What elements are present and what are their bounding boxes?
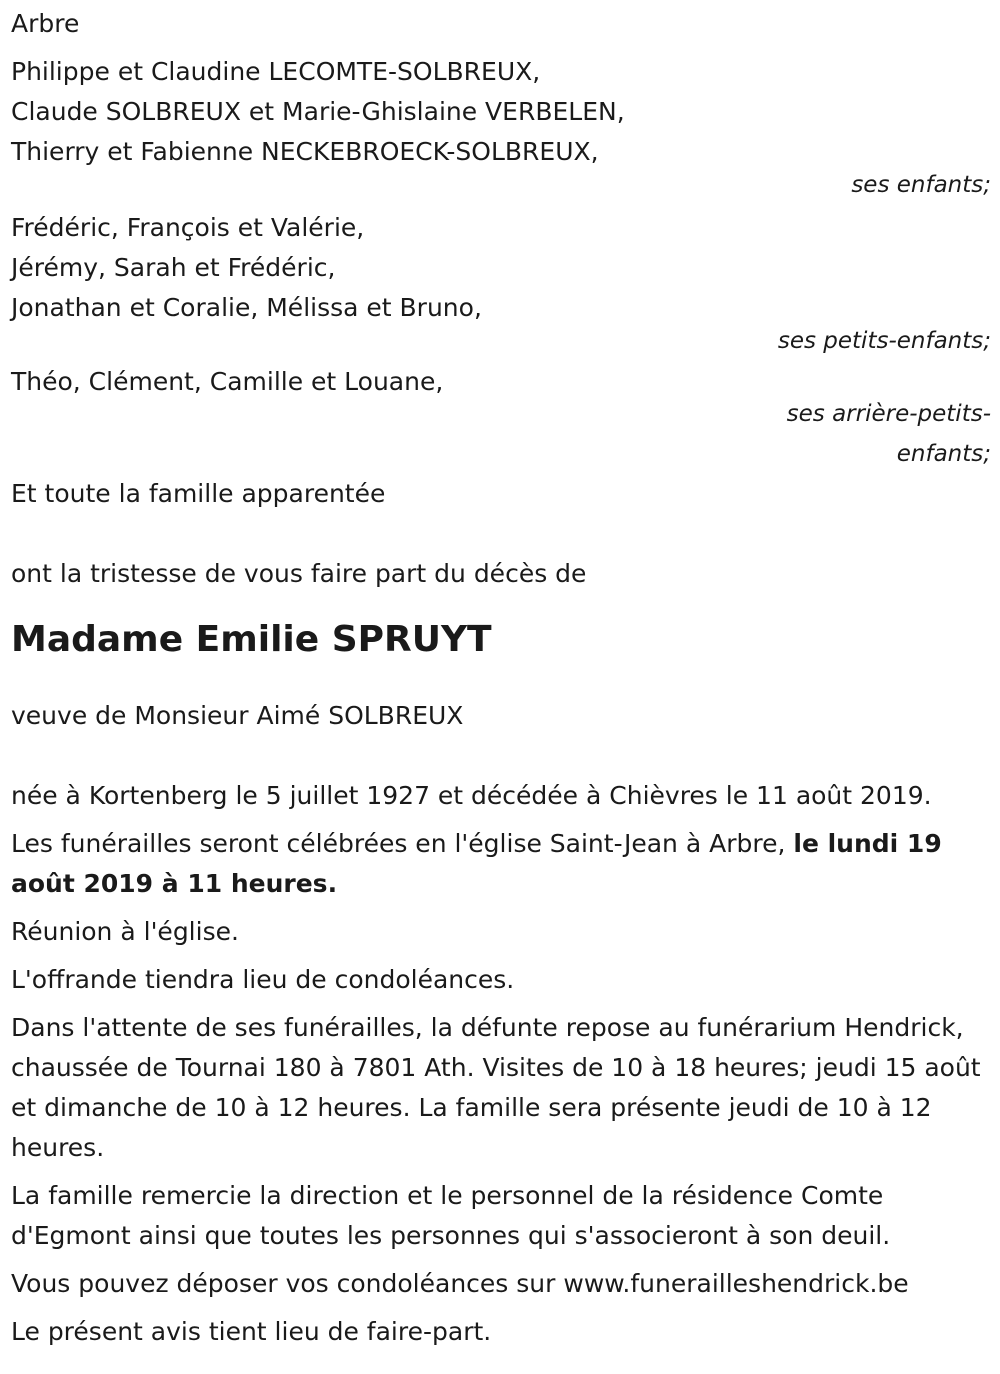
grandchildren-section xyxy=(11,208,991,358)
birth-death-dates: née à Kortenberg le 5 juillet 1927 et décédée à Chièvres le 11 août 2019. xyxy=(11,781,932,810)
great-grandchildren-line: Théo, Clément, Camille et Louane, xyxy=(11,367,444,396)
visitation-info: Dans l'attente de ses funérailles, la défunte repose au funérarium Hendrick, chaussée de Tournai 180 à 7801 Ath. Visites de 10 à 18 heures; jeudi 15 août et dimanche de 10 à 12 heures. La famille sera présente jeudi de 10 à 12 heures. xyxy=(11,1013,981,1162)
children-section xyxy=(11,52,991,202)
funeral-text: Les funérailles seront célébrées en l'église Saint-Jean à Arbre, xyxy=(11,829,794,858)
children-line: Philippe et Claudine LECOMTE-SOLBREUX, xyxy=(11,57,541,86)
grandchildren-line: Jérémy, Sarah et Frédéric, xyxy=(11,253,336,282)
condolences-online: Vous pouvez déposer vos condoléances sur www.funerailleshendrick.be xyxy=(11,1269,909,1298)
offering-info: L'offrande tiendra lieu de condoléances. xyxy=(11,965,515,994)
funeral-date: le lundi 19 août 2019 à 11 heures. xyxy=(11,829,942,898)
widow-of: veuve de Monsieur Aimé SOLBREUX xyxy=(11,701,464,730)
notice-text: Le présent avis tient lieu de faire-part. xyxy=(11,1317,492,1346)
announcement-text: ont la tristesse de vous faire part du décès de xyxy=(11,559,587,588)
grandchildren-role: ses petits-enfants; xyxy=(777,328,991,354)
funeral-info xyxy=(11,824,991,904)
great-grandchildren-section xyxy=(11,362,991,474)
children-role: ses enfants; xyxy=(851,172,991,198)
great-grandchildren-role: ses arrière-petits- xyxy=(786,401,991,427)
grandchildren-line: Jonathan et Coralie, Mélissa et Bruno, xyxy=(11,293,482,322)
meeting-info: Réunion à l'église. xyxy=(11,917,239,946)
great-grandchildren-role-cont: enfants; xyxy=(896,441,991,467)
children-line: Claude SOLBREUX et Marie-Ghislaine VERBELEN, xyxy=(11,97,625,126)
thanks-text: La famille remercie la direction et le personnel de la résidence Comte d'Egmont ainsi que toutes les personnes qui s'associeront à son deuil. xyxy=(11,1181,891,1250)
extended-family: Et toute la famille apparentée xyxy=(11,479,386,508)
obituary-notice xyxy=(11,4,991,1352)
place-name: Arbre xyxy=(11,9,80,38)
children-line: Thierry et Fabienne NECKEBROECK-SOLBREUX, xyxy=(11,137,599,166)
deceased-name: Madame Emilie SPRUYT xyxy=(11,619,492,660)
grandchildren-line: Frédéric, François et Valérie, xyxy=(11,213,365,242)
